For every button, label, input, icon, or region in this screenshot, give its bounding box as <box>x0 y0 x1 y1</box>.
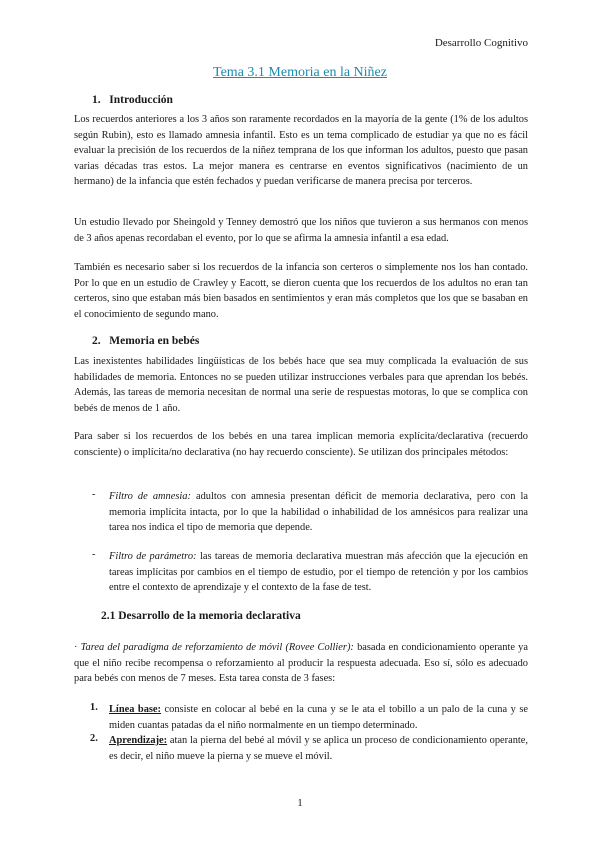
document-title: Tema 3.1 Memoria en la Niñez <box>213 65 387 80</box>
list-item-text: adultos con amnesia presentan déficit de memoria declarativa, pero con la memoria implícita intacta, por lo que la habilidad o inhabilidad de los amnésicos para realizar una tarea nos indica el tipo de memoria que depende. <box>109 491 528 534</box>
section-heading-intro <box>92 94 173 106</box>
phase-term: Línea base: <box>109 704 162 715</box>
list-item <box>109 733 528 764</box>
paragraph: Los recuerdos anteriores a los 3 años son raramente recordados en la mayoría de la gente (1% de los adultos según Rubin), esto es llamado amnesia infantil. Esto es un tema complicado de estudiar ya que no es fácil evaluar la precisión de los recuerdos de la niñez temprana de los que informan los adultos, puesto que pasan varias décadas tras estos. La mejor manera es centrarse en eventos significativos (nacimiento de un hermano) de la infancia que estén fechados y puedan verificarse de manera precisa por terceros. <box>74 114 528 188</box>
bullet-mark: - <box>92 489 96 500</box>
paragraph <box>74 640 528 687</box>
phase-term: Aprendizaje: <box>109 735 168 746</box>
lead-term: Tarea del paradigma de reforzamiento de móvil (Rovee Collier): <box>80 642 354 653</box>
section-number: 1. <box>92 94 101 106</box>
paragraph: Un estudio llevado por Sheingold y Tenney demostró que los niños que tuvieron a sus hermanos con menos de 3 años apenas recordaban el evento, por lo que se afirma la amnesia infantil a esa edad. <box>74 217 528 244</box>
paragraph: También es necesario saber si los recuerdos de la infancia son certeros o simplemente nos los han contado. Por lo que en un estudio de Crawley y Eacott, se dieron cuenta que los recuerdos de los adultos no eran tan certeros, sino que estaban más bien basados en sentimientos y eran más completos que los que se basaban en el conocimiento de segundo mano. <box>74 262 528 320</box>
list-item-term: Filtro de amnesia: <box>109 491 191 502</box>
section-title: Memoria en bebés <box>109 335 200 347</box>
phase-number: 1. <box>90 702 98 713</box>
section-heading-bebes <box>92 335 199 347</box>
paragraph: Las inexistentes habilidades lingüísticas de los bebés hace que sea muy complicada la evaluación de sus habilidades de memoria. Entonces no se pueden utilizar instrucciones verbales para que aprendan los bebés. Además, las tareas de memoria necesitan de normal una serie de respuestas motoras, lo que se complica con bebés de menos de 1 año. <box>74 356 528 414</box>
list-item-text: las tareas de memoria declarativa muestran más afección que la ejecución en tareas implícitas por cambios en el tiempo de estudio, por el tiempo de retención y por los cambios entre el contexto de aprendizaje y el contexto de la fase de test. <box>109 551 528 594</box>
page-number: 1 <box>297 797 303 809</box>
list-item-term: Filtro de parámetro: <box>109 551 197 562</box>
paragraph: Para saber si los recuerdos de los bebés en una tarea implican memoria explícita/declarativa (recuerdo consciente) o implícita/no declarativa (no hay recuerdo consciente). Se utilizan dos principales métodos: <box>74 431 528 458</box>
list-item <box>109 702 528 733</box>
lead-text: basada en condicionamiento operante ya que el niño recibe recompensa o reforzamiento al producir la respuesta adecuada. Eso sí, sólo es adecuado para bebés con menos de 7 meses. Esta tarea consta de 3 fases: <box>74 642 528 685</box>
phase-number: 2. <box>90 733 98 744</box>
running-header: Desarrollo Cognitivo <box>434 37 528 49</box>
list-item <box>109 549 528 596</box>
subsection-heading: 2.1 Desarrollo de la memoria declarativa <box>101 610 301 622</box>
section-title: Introducción <box>109 94 173 106</box>
phase-text: atan la pierna del bebé al móvil y se aplica un proceso de condicionamiento operante, es decir, el niño mueve la pierna y se mueve el móvil. <box>109 735 528 762</box>
phase-text: consiste en colocar al bebé en la cuna y se le ata el tobillo a un palo de la cuna y se miden cuantas patadas da el niño normalmente en un tiempo determinado. <box>109 704 528 731</box>
bullet-mark: - <box>92 549 96 560</box>
section-number: 2. <box>92 335 101 347</box>
lead-mark: · <box>74 642 78 653</box>
list-item <box>109 489 528 536</box>
